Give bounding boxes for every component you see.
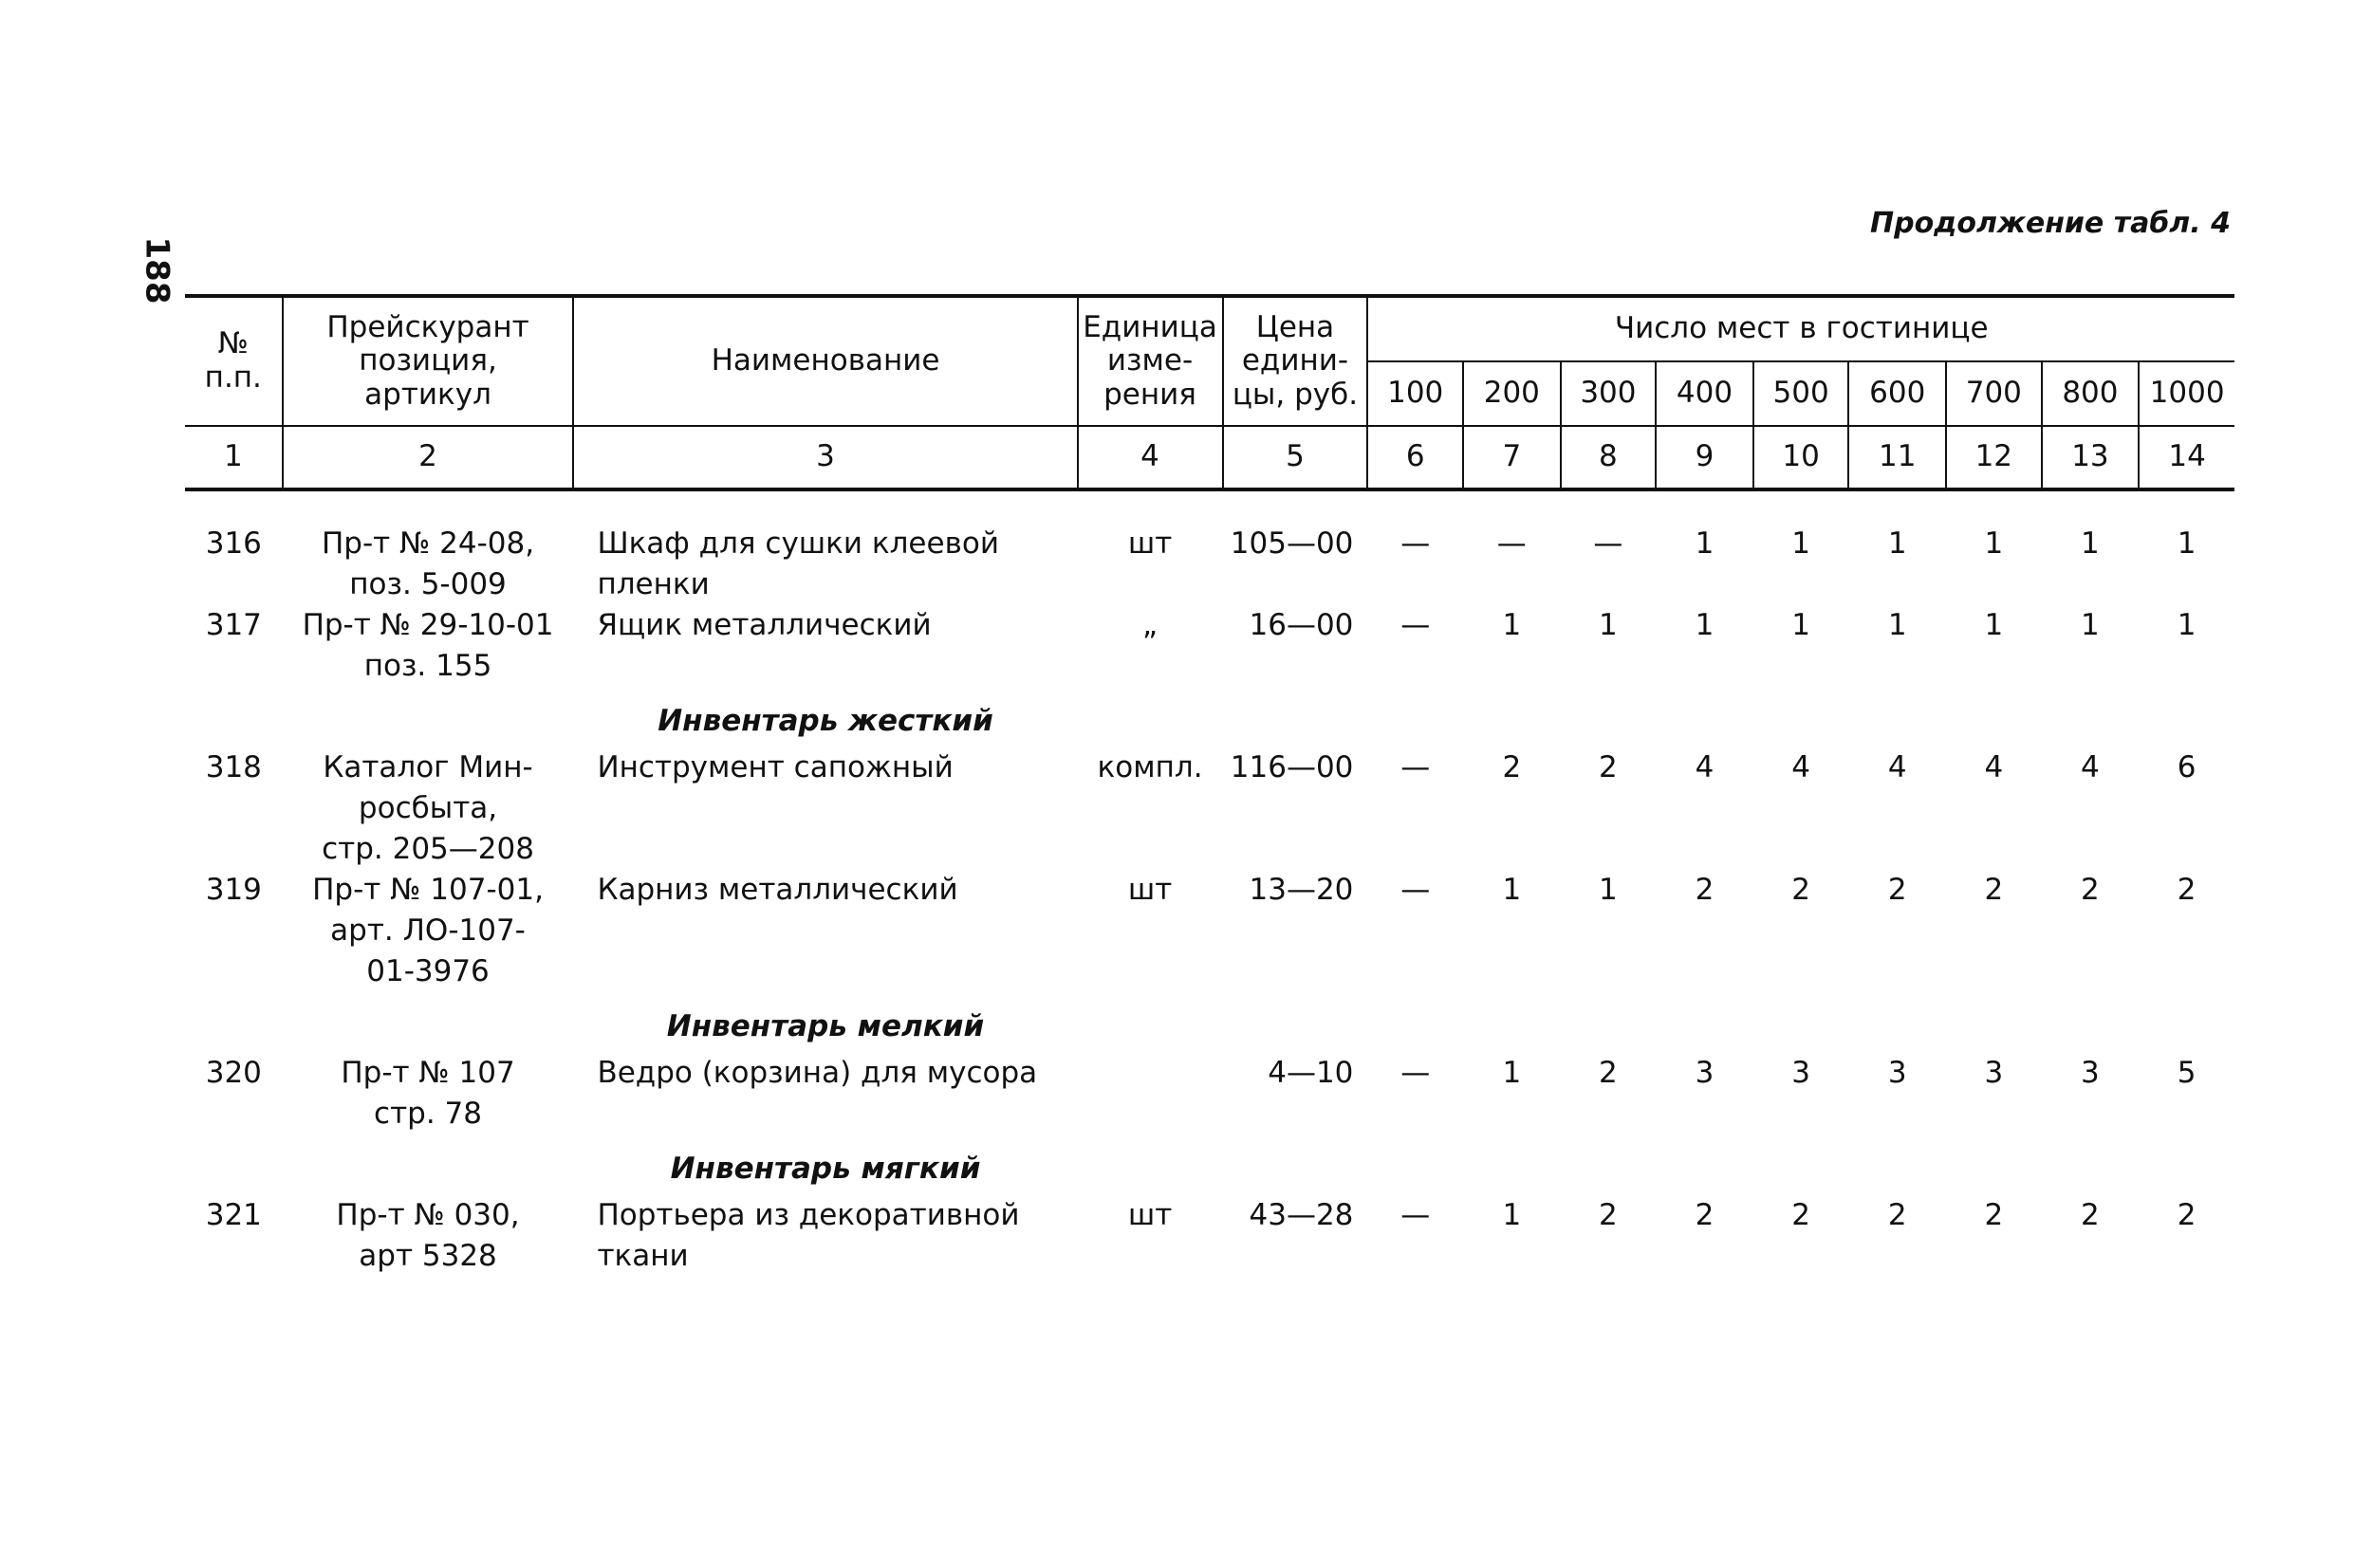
row-value: 1 (1984, 608, 2004, 642)
capacity-header: 500 (1753, 361, 1849, 426)
row-value: 6 (2177, 750, 2196, 784)
header-pricelist: Прейскурант позиция, артикул (283, 296, 574, 426)
row-name: Карниз металлический (597, 873, 958, 907)
column-number: 9 (1656, 426, 1753, 489)
row-value: 3 (1887, 1056, 1907, 1090)
inventory-table (185, 294, 2234, 1277)
row-number: 319 (205, 873, 262, 907)
capacity-header: 600 (1848, 361, 1946, 426)
row-value: 2 (1695, 873, 1715, 907)
table-row (185, 1195, 2234, 1277)
row-value: 3 (1791, 1056, 1810, 1090)
row-pricelist: Пр-т № 107-01, арт. ЛО-107- 01-3976 (312, 873, 544, 988)
row-value: 2 (1887, 873, 1907, 907)
table-body (185, 489, 2234, 1277)
row-value: 1 (1502, 608, 1522, 642)
row-value: 1 (1695, 608, 1715, 642)
row-value: 3 (1984, 1056, 2004, 1090)
row-value: 2 (1984, 873, 2004, 907)
row-price: 116—00 (1230, 750, 1354, 784)
empty-cell (185, 1134, 283, 1195)
row-value: 4 (2081, 750, 2100, 784)
column-number: 14 (2139, 426, 2234, 489)
row-price: 13—20 (1249, 873, 1354, 907)
row-value: 5 (2177, 1056, 2196, 1090)
row-value: 1 (1791, 608, 1810, 642)
row-value: 1 (2081, 608, 2100, 642)
row-value: 2 (2177, 873, 2196, 907)
row-value: 1 (1695, 526, 1715, 561)
column-number: 4 (1078, 426, 1223, 489)
row-unit: компл. (1097, 750, 1203, 784)
table-row (185, 747, 2234, 870)
row-number: 321 (205, 1198, 262, 1232)
row-pricelist: Пр-т № 030, арт 5328 (336, 1198, 520, 1273)
capacity-header: 800 (2042, 361, 2140, 426)
row-price: 105—00 (1230, 526, 1354, 561)
row-value: — (1400, 1056, 1431, 1090)
row-value: 3 (1695, 1056, 1715, 1090)
section-title: Инвентарь жесткий (658, 704, 993, 738)
row-value: 1 (2177, 526, 2196, 561)
header-capacity: Число мест в гостинице (1367, 296, 2234, 361)
column-number: 5 (1223, 426, 1368, 489)
row-value: — (1593, 526, 1623, 561)
empty-cell (283, 1134, 574, 1195)
row-price: 4—10 (1268, 1056, 1354, 1090)
capacity-header: 200 (1463, 361, 1561, 426)
row-number: 318 (205, 750, 262, 784)
row-value: 2 (2177, 1198, 2196, 1232)
row-value: 1 (1502, 1198, 1522, 1232)
row-unit (1078, 1053, 1223, 1134)
row-value: 4 (1791, 750, 1810, 784)
row-value: — (1400, 1198, 1431, 1232)
column-number: 8 (1561, 426, 1657, 489)
row-pricelist: Пр-т № 24-08, поз. 5-009 (321, 526, 535, 601)
row-pricelist: Пр-т № 29-10-01 поз. 155 (302, 608, 554, 683)
row-value: 2 (1887, 1198, 1907, 1232)
column-number: 11 (1848, 426, 1946, 489)
page-number: 188 (138, 236, 176, 304)
capacity-header: 1000 (2139, 361, 2234, 426)
column-number: 13 (2042, 426, 2140, 489)
row-value: 4 (1887, 750, 1907, 784)
table-header (185, 296, 2234, 489)
table-caption: Продолжение табл. 4 (1869, 207, 2231, 240)
empty-cell (283, 687, 574, 747)
column-number: 1 (185, 426, 283, 489)
capacity-header: 300 (1561, 361, 1657, 426)
row-value: — (1400, 873, 1431, 907)
row-value: 2 (1502, 750, 1522, 784)
row-name: Шкаф для сушки клеевой пленки (597, 526, 999, 601)
row-value: 3 (2081, 1056, 2100, 1090)
row-value: 2 (1791, 1198, 1810, 1232)
row-value: 1 (1887, 608, 1907, 642)
capacity-header: 700 (1946, 361, 2042, 426)
column-number: 12 (1946, 426, 2042, 489)
section-title: Инвентарь мелкий (666, 1009, 985, 1043)
table-row (185, 605, 2234, 687)
row-value: 2 (1791, 873, 1810, 907)
row-unit: „ (1142, 608, 1158, 642)
row-value: 1 (1984, 526, 2004, 561)
empty-cell (283, 992, 574, 1053)
row-value: 1 (1791, 526, 1810, 561)
row-value: 1 (1599, 873, 1618, 907)
header-name: Наименование (573, 296, 1077, 426)
row-pricelist: Пр-т № 107 стр. 78 (341, 1056, 515, 1131)
row-value: 4 (1695, 750, 1715, 784)
column-number: 2 (283, 426, 574, 489)
header-num: № п.п. (185, 296, 283, 426)
row-value: 2 (2081, 873, 2100, 907)
row-value: 4 (1984, 750, 2004, 784)
section-title: Инвентарь мягкий (670, 1152, 981, 1186)
row-value: 2 (2081, 1198, 2100, 1232)
column-number: 6 (1367, 426, 1463, 489)
row-value: 1 (1887, 526, 1907, 561)
table-row (185, 524, 2234, 605)
table-row (185, 1053, 2234, 1134)
column-number: 10 (1753, 426, 1849, 489)
row-value: 1 (2081, 526, 2100, 561)
row-value: — (1496, 526, 1527, 561)
row-number: 316 (205, 526, 262, 561)
row-price: 43—28 (1249, 1198, 1354, 1232)
header-price: Цена едини- цы, руб. (1223, 296, 1368, 426)
row-number: 317 (205, 608, 262, 642)
section-row (185, 1134, 2234, 1195)
row-value: 1 (1599, 608, 1618, 642)
row-name: Инструмент сапожный (597, 750, 954, 784)
row-value: — (1400, 750, 1431, 784)
row-price: 16—00 (1249, 608, 1354, 642)
empty-cell (185, 687, 283, 747)
header-unit: Единица изме- рения (1078, 296, 1223, 426)
row-name: Ящик металлический (597, 608, 932, 642)
capacity-header: 400 (1656, 361, 1753, 426)
section-row (185, 992, 2234, 1053)
row-unit: шт (1127, 873, 1173, 907)
row-value: — (1400, 608, 1431, 642)
column-number-row (185, 426, 2234, 489)
row-value: 2 (1599, 1056, 1618, 1090)
row-value: 2 (1599, 750, 1618, 784)
empty-cell (185, 992, 283, 1053)
row-number: 320 (205, 1056, 262, 1090)
row-value: 2 (1695, 1198, 1715, 1232)
column-number: 3 (573, 426, 1077, 489)
row-unit: шт (1127, 1198, 1173, 1232)
row-value: 1 (1502, 873, 1522, 907)
capacity-header: 100 (1367, 361, 1463, 426)
row-value: — (1400, 526, 1431, 561)
section-row (185, 687, 2234, 747)
row-pricelist: Каталог Мин- росбыта, стр. 205—208 (322, 750, 534, 866)
row-name: Портьера из декоративной ткани (597, 1198, 1020, 1273)
row-unit: шт (1127, 526, 1173, 561)
row-value: 2 (1599, 1198, 1618, 1232)
row-value: 1 (2177, 608, 2196, 642)
column-number: 7 (1463, 426, 1561, 489)
row-value: 1 (1502, 1056, 1522, 1090)
table-row (185, 870, 2234, 992)
row-value: 2 (1984, 1198, 2004, 1232)
row-name: Ведро (корзина) для мусора (597, 1056, 1038, 1090)
